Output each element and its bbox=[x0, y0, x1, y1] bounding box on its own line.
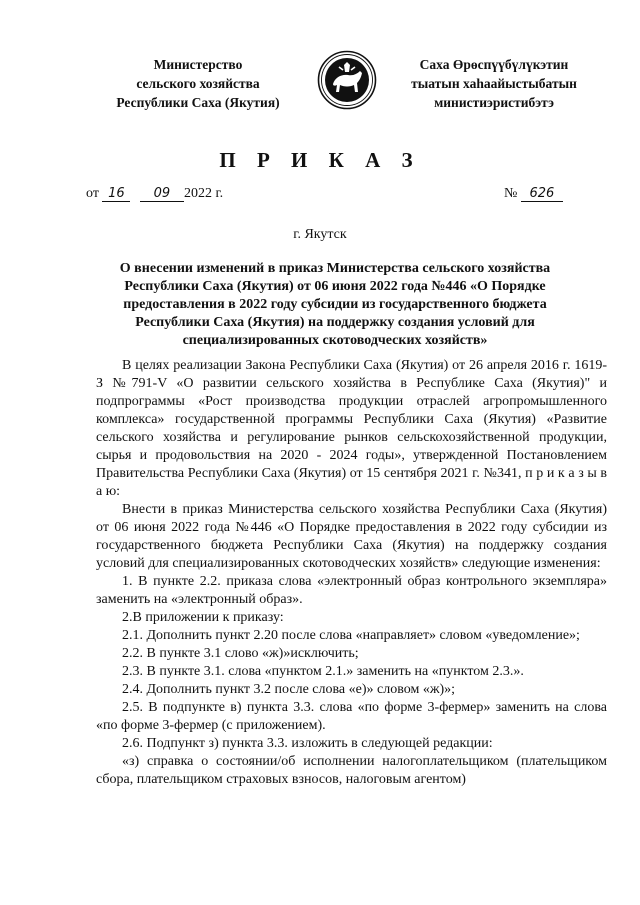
body-paragraph: 1. В пункте 2.2. приказа слова «электронный образ контрольного экземпляра» заменить на «электронный образ». bbox=[96, 574, 607, 607]
body-paragraph: 2.6. Подпункт з) пункта 3.3. изложить в следующей редакции: bbox=[122, 736, 493, 751]
order-body bbox=[96, 357, 607, 789]
number-prefix: № bbox=[504, 186, 518, 201]
body-paragraph: «з) справка о состоянии/об исполнении налогоплательщиком (плательщиком сбора, плательщиком страховых взносов, налоговым агентом) bbox=[96, 754, 607, 787]
body-paragraph: 2.2. В пункте 3.1 слово «ж)»исключить; bbox=[122, 646, 359, 661]
city: г. Якутск bbox=[293, 227, 347, 242]
ministry-name-russian bbox=[98, 55, 298, 112]
ministry-yakut-line-1: Саха Өрөспүүбүлүкэтин bbox=[419, 57, 569, 72]
order-subject: О внесении изменений в приказ Министерства сельского хозяйства Республики Саха (Якутия) от 06 июня 2022 года №446 «О Порядке предоставления в 2022 году субсидии из государственного бюджета Республики Саха (Якутия) на поддержку создания условий для специализированных скотоводческих хозяйств» bbox=[119, 261, 551, 348]
body-paragraph: 2.4. Дополнить пункт 3.2 после слова «е)» словом «ж)»; bbox=[122, 682, 456, 697]
body-paragraph: В целях реализации Закона Республики Саха (Якутия) от 26 апреля 2016 г. 1619-З №791-V «О развитии сельского хозяйства в Республике Саха (Якутия)" и подпрограммы «Рост производства продукции отраслей агропромышленного комплекса» государственной программы Республики Саха (Якутия) «Развитие сельского хозяйства и регулирование рынков сельскохозяйственной продукции, сырья и продовольствия на 2020 - 2024 годы», утвержденной Постановлением Правительства Республики Саха (Якутия) от 15 сентября 2021 г. №341, п р и к а з ы в а ю: bbox=[96, 358, 607, 499]
body-paragraph: 2.3. В пункте 3.1. слова «пунктом 2.1.» заменить на «пунктом 2.3.». bbox=[122, 664, 524, 679]
coat-of-arms-emblem bbox=[317, 50, 377, 110]
date-day: 16 bbox=[102, 187, 130, 202]
ministry-line-3: Республики Саха (Якутия) bbox=[116, 95, 280, 110]
document-title: П Р И К А З bbox=[219, 148, 421, 172]
body-paragraph: 2.5. В подпункте в) пункта 3.3. слова «по форме 3-фермер» заменить на слова «по форме 3-фермер (с приложением). bbox=[96, 700, 607, 733]
ministry-name-yakut bbox=[394, 55, 594, 112]
ministry-line-1: Министерство bbox=[153, 57, 243, 72]
number-value: 626 bbox=[521, 187, 563, 202]
ministry-yakut-line-2: тыатын хаһаайыстыбатын bbox=[411, 76, 577, 91]
body-paragraph: 2.1. Дополнить пункт 2.20 после слова «направляет» словом «уведомление»; bbox=[122, 628, 580, 643]
date-year: 2022 г. bbox=[183, 186, 224, 201]
order-date bbox=[86, 186, 223, 202]
ministry-line-2: сельского хозяйства bbox=[136, 76, 260, 91]
date-month: 09 bbox=[140, 187, 184, 202]
body-paragraph: 2.В приложении к приказу: bbox=[122, 610, 284, 625]
order-number bbox=[504, 186, 563, 202]
ministry-yakut-line-3: министиэристибэтэ bbox=[434, 95, 554, 110]
body-paragraph: Внести в приказ Министерства сельского хозяйства Республики Саха (Якутия) от 06 июня 2022 года №446 «О Порядке предоставления в 2022 году субсидии из государственного бюджета Республики Саха (Якутия) на поддержку создания условий для специализированных скотоводческих хозяйств» следующие изменения: bbox=[96, 502, 607, 571]
date-prefix: от bbox=[86, 186, 99, 201]
